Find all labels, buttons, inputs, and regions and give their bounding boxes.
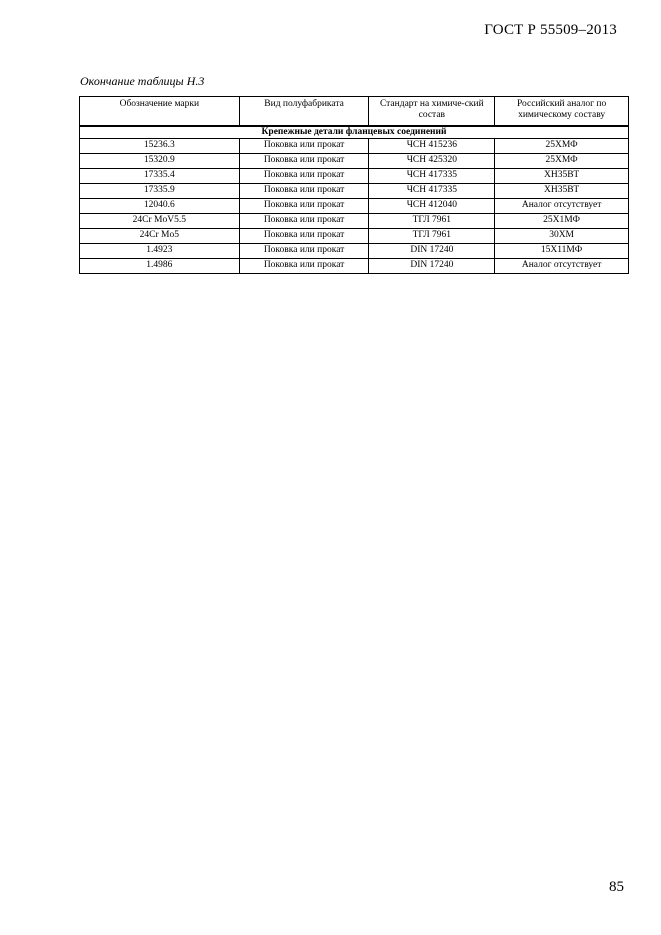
cell-semi-product: Поковка или прокат	[239, 169, 369, 184]
column-header-grade: Обозначение марки	[80, 97, 240, 127]
cell-analog: 15Х11МФ	[495, 244, 629, 259]
cell-analog: Аналог отсутствует	[495, 259, 629, 274]
column-header-semi-product: Вид полуфабриката	[239, 97, 369, 127]
steel-grades-table	[79, 96, 629, 274]
cell-grade: 15236.3	[80, 139, 240, 154]
cell-standard: ЧСН 425320	[369, 154, 495, 169]
cell-semi-product: Поковка или прокат	[239, 184, 369, 199]
column-header-russian-analog: Российский аналог по химическому составу	[495, 97, 629, 127]
cell-standard: ЧСН 412040	[369, 199, 495, 214]
cell-analog: 25ХМФ	[495, 154, 629, 169]
cell-grade: 17335.4	[80, 169, 240, 184]
table-row	[80, 229, 629, 244]
document-standard-header: ГОСТ Р 55509–2013	[484, 22, 617, 38]
cell-analog: ХН35ВТ	[495, 169, 629, 184]
cell-grade: 17335.9	[80, 184, 240, 199]
cell-semi-product: Поковка или прокат	[239, 139, 369, 154]
table-row	[80, 259, 629, 274]
cell-analog: 25Х1МФ	[495, 214, 629, 229]
cell-grade: 12040.6	[80, 199, 240, 214]
section-row	[80, 126, 629, 139]
cell-semi-product: Поковка или прокат	[239, 214, 369, 229]
cell-analog: ХН35ВТ	[495, 184, 629, 199]
cell-grade: 24Cr Mo5	[80, 229, 240, 244]
table-body	[80, 126, 629, 274]
header-row	[80, 97, 629, 127]
page-number: 85	[609, 879, 624, 895]
cell-grade: 1.4923	[80, 244, 240, 259]
column-header-chemical-standard: Стандарт на химиче-ский состав	[369, 97, 495, 127]
table-row	[80, 184, 629, 199]
cell-grade: 15320.9	[80, 154, 240, 169]
cell-analog: 30ХМ	[495, 229, 629, 244]
table-header	[80, 97, 629, 127]
table-caption: Окончание таблицы Н.3	[80, 74, 205, 88]
table-row	[80, 169, 629, 184]
table-row	[80, 154, 629, 169]
cell-grade: 1.4986	[80, 259, 240, 274]
cell-analog: Аналог отсутствует	[495, 199, 629, 214]
cell-standard: ТГЛ 7961	[369, 229, 495, 244]
cell-semi-product: Поковка или прокат	[239, 199, 369, 214]
cell-standard: ЧСН 417335	[369, 184, 495, 199]
cell-standard: ЧСН 417335	[369, 169, 495, 184]
cell-semi-product: Поковка или прокат	[239, 229, 369, 244]
cell-standard: ЧСН 415236	[369, 139, 495, 154]
cell-standard: DIN 17240	[369, 244, 495, 259]
section-title: Крепежные детали фланцевых соединений	[80, 126, 629, 139]
cell-analog: 25ХМФ	[495, 139, 629, 154]
table-row	[80, 139, 629, 154]
cell-standard: ТГЛ 7961	[369, 214, 495, 229]
cell-semi-product: Поковка или прокат	[239, 154, 369, 169]
table-row	[80, 214, 629, 229]
table-row	[80, 244, 629, 259]
table-row	[80, 199, 629, 214]
cell-semi-product: Поковка или прокат	[239, 244, 369, 259]
cell-standard: DIN 17240	[369, 259, 495, 274]
cell-grade: 24Cr MoV5.5	[80, 214, 240, 229]
cell-semi-product: Поковка или прокат	[239, 259, 369, 274]
